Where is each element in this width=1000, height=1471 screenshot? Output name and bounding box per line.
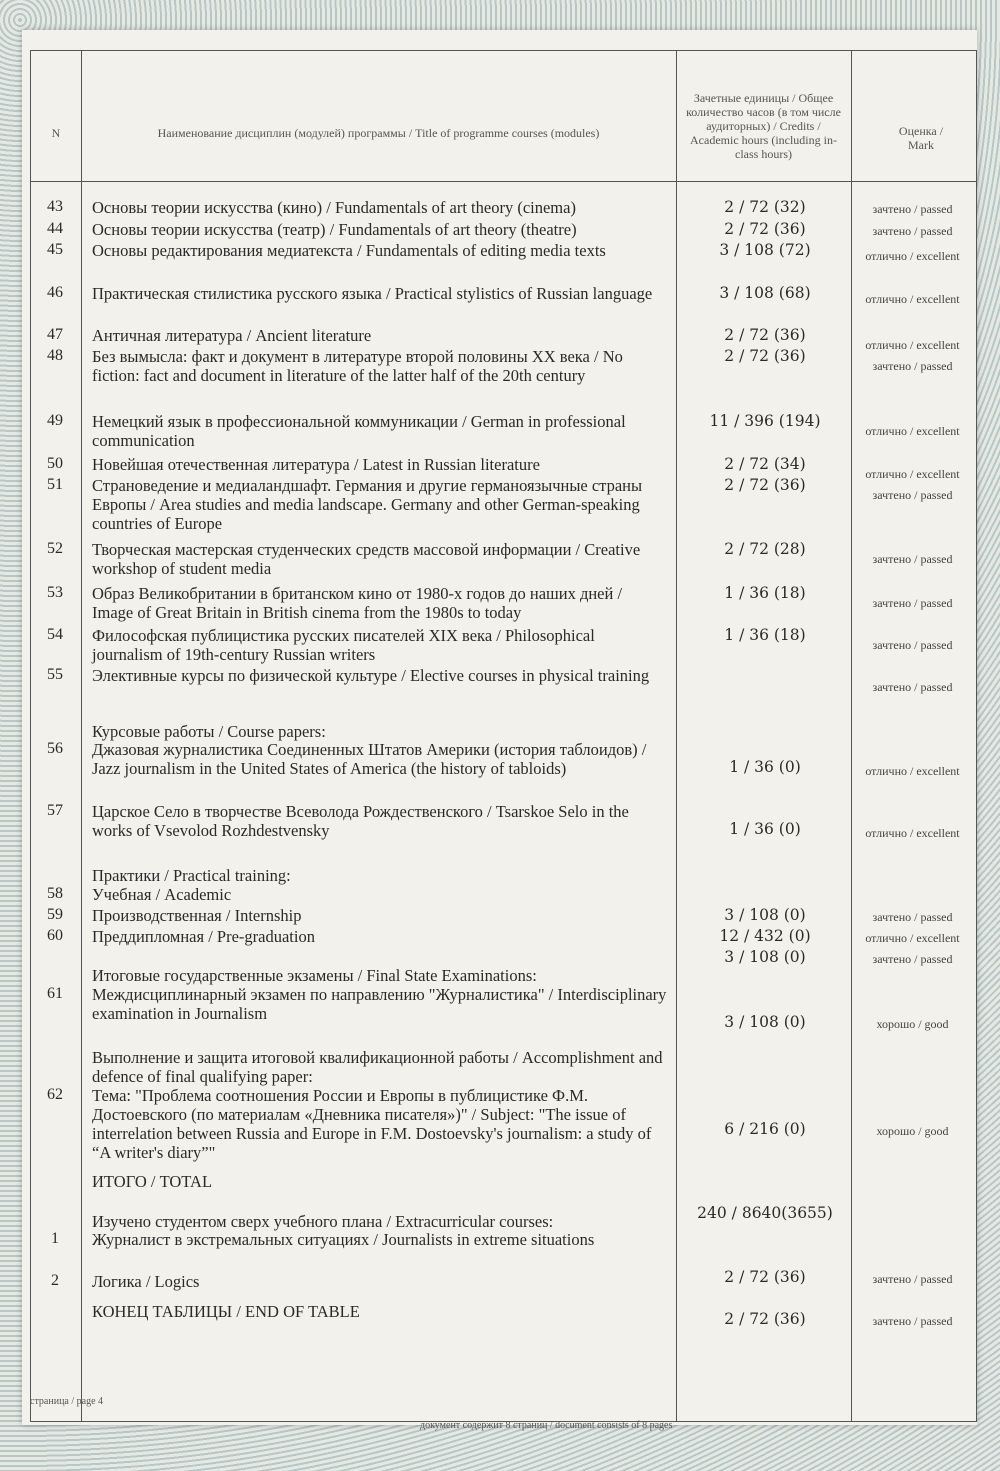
course-title: Царское Село в творчестве Всеволода Рождественского / Tsarskoe Selo in the works of Vsevolod Rozhdestvensky xyxy=(92,802,629,840)
course-title: Элективные курсы по физической культуре / Elective courses in physical training xyxy=(92,666,650,685)
course-mark: зачтено / passed xyxy=(872,359,953,373)
course-mark: отлично / excellent xyxy=(865,249,960,263)
row-number: 43 xyxy=(47,198,63,215)
course-credits: 2 / 72 (36) xyxy=(724,326,806,344)
course-title: Преддипломная / Pre-graduation xyxy=(92,927,315,946)
course-title: Междисциплинарный экзамен по направлению "Журналистика" / Interdisciplinary examination in Journalism xyxy=(92,985,667,1023)
course-mark: отлично / excellent xyxy=(865,931,960,945)
course-title: Журналист в экстремальных ситуациях / Journalists in extreme situations xyxy=(92,1230,595,1249)
course-mark: зачтено / passed xyxy=(872,1314,953,1328)
total-credits: 240 / 8640(3655) xyxy=(697,1204,833,1222)
course-credits: 6 / 216 (0) xyxy=(724,1120,806,1138)
course-title: Практическая стилистика русского языка / Practical stylistics of Russian language xyxy=(92,284,653,303)
course-mark: отлично / excellent xyxy=(865,292,960,306)
course-title: Страноведение и медиаландшафт. Германия и другие германоязычные страны Европы / Area studies and media landscape. Germany and other German-speaking countries of Europe xyxy=(92,476,643,533)
course-title: Основы теории искусства (театр) / Fundamentals of art theory (theatre) xyxy=(92,220,577,239)
course-mark: зачтено / passed xyxy=(872,224,953,238)
header-mark: Оценка / Mark xyxy=(898,124,944,152)
course-mark: зачтено / passed xyxy=(872,952,953,966)
course-title: Античная литература / Ancient literature xyxy=(92,326,372,345)
row-number: 53 xyxy=(47,584,63,601)
row-number: 2 xyxy=(51,1272,59,1289)
course-mark: зачтено / passed xyxy=(872,596,953,610)
course-credits: 1 / 36 (0) xyxy=(729,758,801,776)
course-mark: зачтено / passed xyxy=(872,1272,953,1286)
course-mark: отлично / excellent xyxy=(865,424,960,438)
course-mark: зачтено / passed xyxy=(872,202,953,216)
thesis-heading: Выполнение и защита итоговой квалификационной работы / Accomplishment and defence of final qualifying paper: xyxy=(92,1048,663,1086)
course-credits: 2 / 72 (36) xyxy=(724,220,806,238)
row-number: 61 xyxy=(47,985,63,1002)
column-divider xyxy=(81,51,82,1421)
course-credits: 3 / 108 (72) xyxy=(719,241,811,259)
course-mark: зачтено / passed xyxy=(872,680,953,694)
document-pages-note: документ содержит 8 страниц / document consists of 8 pages xyxy=(420,1420,673,1431)
course-mark: зачтено / passed xyxy=(872,638,953,652)
row-number: 59 xyxy=(47,906,63,923)
course-credits: 2 / 72 (32) xyxy=(724,198,806,216)
course-title: Образ Великобритании в британском кино от 1980-х годов до наших дней / Image of Great Britain in British cinema from the 1980s to today xyxy=(92,584,623,622)
course-mark: хорошо / good xyxy=(876,1017,949,1031)
final-exams-heading: Итоговые государственные экзамены / Final State Examinations: xyxy=(92,966,537,985)
course-title: Немецкий язык в профессиональной коммуникации / German in professional communication xyxy=(92,412,626,450)
extracurricular-heading: Изучено студентом сверх учебного плана / Extracurricular courses: xyxy=(92,1212,554,1231)
row-number: 54 xyxy=(47,626,63,643)
row-number: 51 xyxy=(47,476,63,493)
row-number: 55 xyxy=(47,666,63,683)
course-title: Джазовая журналистика Соединенных Штатов Америки (история таблоидов) / Jazz journalism in the United States of America (the history of tabloids) xyxy=(92,740,647,778)
row-number: 44 xyxy=(47,220,63,237)
row-number: 46 xyxy=(47,284,63,301)
column-divider xyxy=(676,51,677,1421)
course-mark: зачтено / passed xyxy=(872,910,953,924)
course-credits: 3 / 108 (0) xyxy=(724,948,806,966)
row-number: 62 xyxy=(47,1086,63,1103)
row-number: 47 xyxy=(47,326,63,343)
header-courses: Наименование дисциплин (модулей) программы / Title of programme courses (modules) xyxy=(157,126,600,140)
course-credits: 11 / 396 (194) xyxy=(709,412,821,430)
course-credits: 1 / 36 (18) xyxy=(724,584,806,602)
course-credits: 1 / 36 (18) xyxy=(724,626,806,644)
course-credits: 2 / 72 (36) xyxy=(724,1310,806,1328)
course-mark: отлично / excellent xyxy=(865,338,960,352)
header-divider xyxy=(31,181,976,182)
course-title: Основы теории искусства (кино) / Fundamentals of art theory (cinema) xyxy=(92,198,576,217)
course-title: Логика / Logics xyxy=(92,1272,200,1291)
row-number: 48 xyxy=(47,347,63,364)
course-title: Творческая мастерская студенческих средств массовой информации / Creative workshop of student media xyxy=(92,540,641,578)
row-number: 58 xyxy=(47,885,63,902)
course-mark: хорошо / good xyxy=(876,1124,949,1138)
course-title: Тема: "Проблема соотношения России и Европы в публицистике Ф.М. Достоевского (по материалам «Дневника писателя»)" / Subject: "The issue of interrelation between Russia and Europe in F.M. Dostoevsky's journalism: a study of “A writer's diary”" xyxy=(92,1086,652,1162)
course-title: Учебная / Academic xyxy=(92,885,232,904)
course-credits: 3 / 108 (0) xyxy=(724,1013,806,1031)
row-number: 45 xyxy=(47,241,63,258)
course-credits: 12 / 432 (0) xyxy=(719,927,811,945)
course-mark: зачтено / passed xyxy=(872,488,953,502)
course-credits: 2 / 72 (36) xyxy=(724,347,806,365)
course-title: Новейшая отечественная литература / Latest in Russian literature xyxy=(92,455,540,474)
course-title: Без вымысла: факт и документ в литературе второй половины XX века / No fiction: fact and document in literature of the latter half of the 20th century xyxy=(92,347,623,385)
course-credits: 3 / 108 (0) xyxy=(724,906,806,924)
header-n: N xyxy=(51,126,61,140)
course-credits: 3 / 108 (68) xyxy=(719,284,811,302)
course-mark: отлично / excellent xyxy=(865,826,960,840)
page-number: страница / page 4 xyxy=(30,1396,104,1407)
course-title: Основы редактирования медиатекста / Fundamentals of editing media texts xyxy=(92,241,606,260)
course-credits: 2 / 72 (28) xyxy=(724,540,806,558)
practical-heading: Практики / Practical training: xyxy=(92,866,291,885)
row-number: 50 xyxy=(47,455,63,472)
course-credits: 2 / 72 (36) xyxy=(724,1268,806,1286)
row-number: 56 xyxy=(47,740,63,757)
row-number: 49 xyxy=(47,412,63,429)
course-credits: 1 / 36 (0) xyxy=(729,820,801,838)
course-mark: отлично / excellent xyxy=(865,764,960,778)
course-title: Философская публицистика русских писателей XIX века / Philosophical journalism of 19th-century Russian writers xyxy=(92,626,595,664)
course-papers-heading: Курсовые работы / Course papers: xyxy=(92,722,326,741)
course-credits: 2 / 72 (34) xyxy=(724,455,806,473)
course-mark: отлично / excellent xyxy=(865,467,960,481)
total-label: ИТОГО / TOTAL xyxy=(92,1172,213,1191)
course-title: Производственная / Internship xyxy=(92,906,302,925)
row-number: 60 xyxy=(47,927,63,944)
course-mark: зачтено / passed xyxy=(872,552,953,566)
row-number: 57 xyxy=(47,802,63,819)
end-of-table-label: КОНЕЦ ТАБЛИЦЫ / END OF TABLE xyxy=(92,1302,360,1321)
row-number: 1 xyxy=(51,1230,59,1247)
header-credits: Зачетные единицы / Общее количество часов (в том числе аудиторных) / Credits / Academic hours (including in-class hours) xyxy=(686,91,841,161)
row-number: 52 xyxy=(47,540,63,557)
course-credits: 2 / 72 (36) xyxy=(724,476,806,494)
